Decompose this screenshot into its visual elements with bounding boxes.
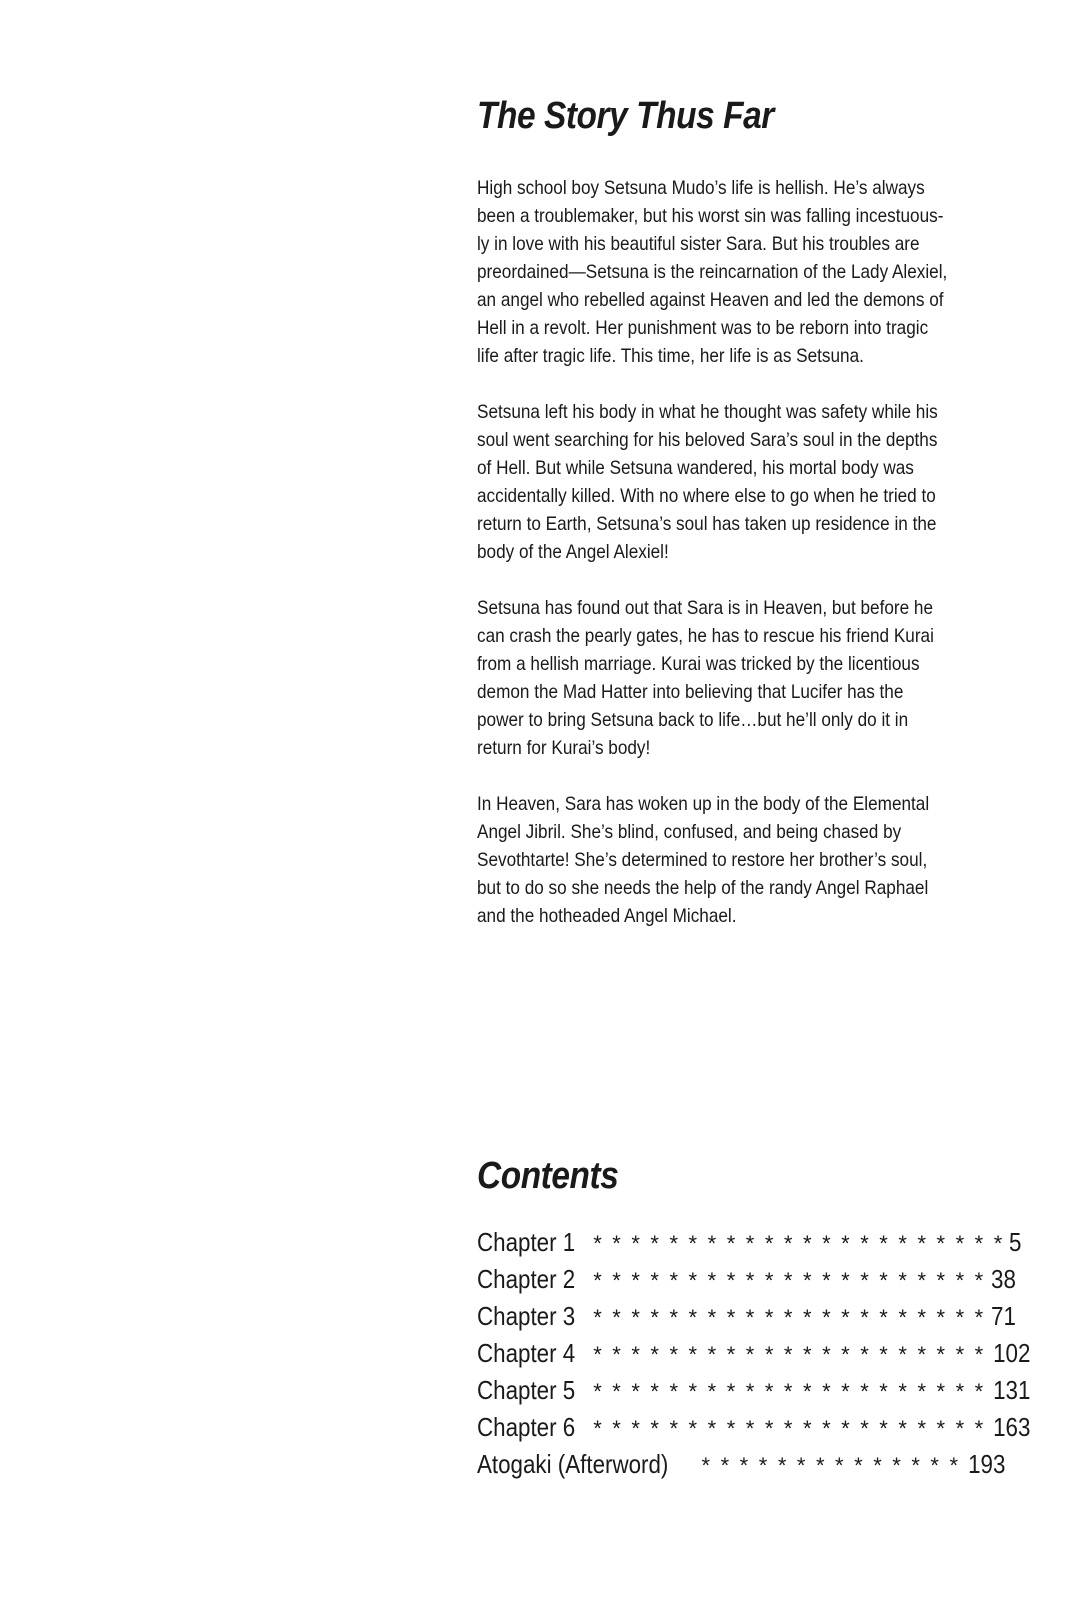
story-paragraph-4 bbox=[477, 790, 957, 930]
toc-page-number: 102 bbox=[993, 1338, 1031, 1368]
story-title: The Story Thus Far bbox=[477, 95, 774, 137]
text-line: soul went searching for his beloved Sara’s soul in the depths bbox=[477, 429, 938, 451]
text-line: from a hellish marriage. Kurai was tricked by the licentious bbox=[477, 653, 920, 675]
text-line: preordained—Setsuna is the reincarnation of the Lady Alexiel, bbox=[477, 261, 948, 283]
toc-leader: * * * * * * * * * * * * * * * * * * * * * bbox=[593, 1379, 986, 1404]
toc-label: Chapter 4 bbox=[477, 1338, 576, 1368]
contents-section bbox=[477, 1152, 1031, 1483]
toc-entry-chapter-6[interactable] bbox=[477, 1409, 1031, 1446]
story-paragraph-3 bbox=[477, 594, 957, 762]
toc-entry-chapter-4[interactable] bbox=[477, 1335, 1031, 1372]
toc-label: Atogaki (Afterword) bbox=[477, 1449, 669, 1479]
toc-page-number: 38 bbox=[991, 1264, 1017, 1294]
text-line: Hell in a revolt. Her punishment was to be reborn into tragic bbox=[477, 317, 929, 339]
text-line: demon the Mad Hatter into believing that Lucifer has the bbox=[477, 681, 904, 703]
toc-entry-afterword[interactable] bbox=[477, 1446, 1006, 1483]
toc-page-number: 131 bbox=[993, 1375, 1031, 1405]
story-thus-far-section bbox=[477, 92, 977, 958]
toc-label: Chapter 1 bbox=[477, 1227, 576, 1257]
text-line: ly in love with his beautiful sister Sara. But his troubles are bbox=[477, 233, 920, 255]
toc-label: Chapter 5 bbox=[477, 1375, 576, 1405]
text-line: and the hotheaded Angel Michael. bbox=[477, 905, 737, 927]
toc-entry-chapter-3[interactable] bbox=[477, 1298, 1017, 1335]
text-line: Setsuna left his body in what he thought was safety while his bbox=[477, 401, 938, 423]
story-paragraph-2 bbox=[477, 398, 957, 566]
toc-label: Chapter 6 bbox=[477, 1412, 576, 1442]
text-line: Sevothtarte! She’s determined to restore her brother’s soul, bbox=[477, 849, 928, 871]
text-line: but to do so she needs the help of the randy Angel Raphael bbox=[477, 877, 929, 899]
toc-leader: * * * * * * * * * * * * * * bbox=[701, 1453, 961, 1478]
toc-entry-chapter-5[interactable] bbox=[477, 1372, 1031, 1409]
text-line: return for Kurai’s body! bbox=[477, 737, 651, 759]
toc-leader: * * * * * * * * * * * * * * * * * * * * * bbox=[593, 1416, 986, 1441]
story-body bbox=[477, 174, 977, 930]
text-line: High school boy Setsuna Mudo’s life is hellish. He’s always bbox=[477, 177, 925, 199]
text-line: accidentally killed. With no where else to go when he tried to bbox=[477, 485, 936, 507]
toc-leader: * * * * * * * * * * * * * * * * * * * * * bbox=[593, 1342, 986, 1367]
text-line: Angel Jibril. She’s blind, confused, and being chased by bbox=[477, 821, 902, 843]
toc-page-number: 5 bbox=[1008, 1227, 1021, 1257]
toc-leader: * * * * * * * * * * * * * * * * * * * * * bbox=[593, 1268, 986, 1293]
contents-title: Contents bbox=[477, 1155, 619, 1197]
text-line: In Heaven, Sara has woken up in the body of the Elemental bbox=[477, 793, 930, 815]
toc-page-number: 193 bbox=[968, 1449, 1006, 1479]
toc-entry-chapter-2[interactable] bbox=[477, 1261, 1017, 1298]
text-line: can crash the pearly gates, he has to rescue his friend Kurai bbox=[477, 625, 934, 647]
toc-label: Chapter 3 bbox=[477, 1301, 576, 1331]
toc-leader: * * * * * * * * * * * * * * * * * * * * * bbox=[593, 1305, 986, 1330]
text-line: body of the Angel Alexiel! bbox=[477, 541, 669, 563]
toc-label: Chapter 2 bbox=[477, 1264, 576, 1294]
text-line: life after tragic life. This time, her life is as Setsuna. bbox=[477, 345, 864, 367]
text-line: an angel who rebelled against Heaven and led the demons of bbox=[477, 289, 944, 311]
text-line: Setsuna has found out that Sara is in Heaven, but before he bbox=[477, 597, 934, 619]
toc-page-number: 163 bbox=[993, 1412, 1031, 1442]
table-of-contents bbox=[477, 1224, 1031, 1483]
text-line: power to bring Setsuna back to life…but he’ll only do it in bbox=[477, 709, 909, 731]
toc-leader: * * * * * * * * * * * * * * * * * * * * * * bbox=[593, 1231, 1005, 1256]
toc-entry-chapter-1[interactable] bbox=[477, 1224, 1021, 1261]
text-line: been a troublemaker, but his worst sin was falling incestuous- bbox=[477, 205, 944, 227]
text-line: of Hell. But while Setsuna wandered, his mortal body was bbox=[477, 457, 914, 479]
text-line: return to Earth, Setsuna’s soul has taken up residence in the bbox=[477, 513, 937, 535]
story-paragraph-1 bbox=[477, 174, 957, 370]
toc-page-number: 71 bbox=[991, 1301, 1017, 1331]
